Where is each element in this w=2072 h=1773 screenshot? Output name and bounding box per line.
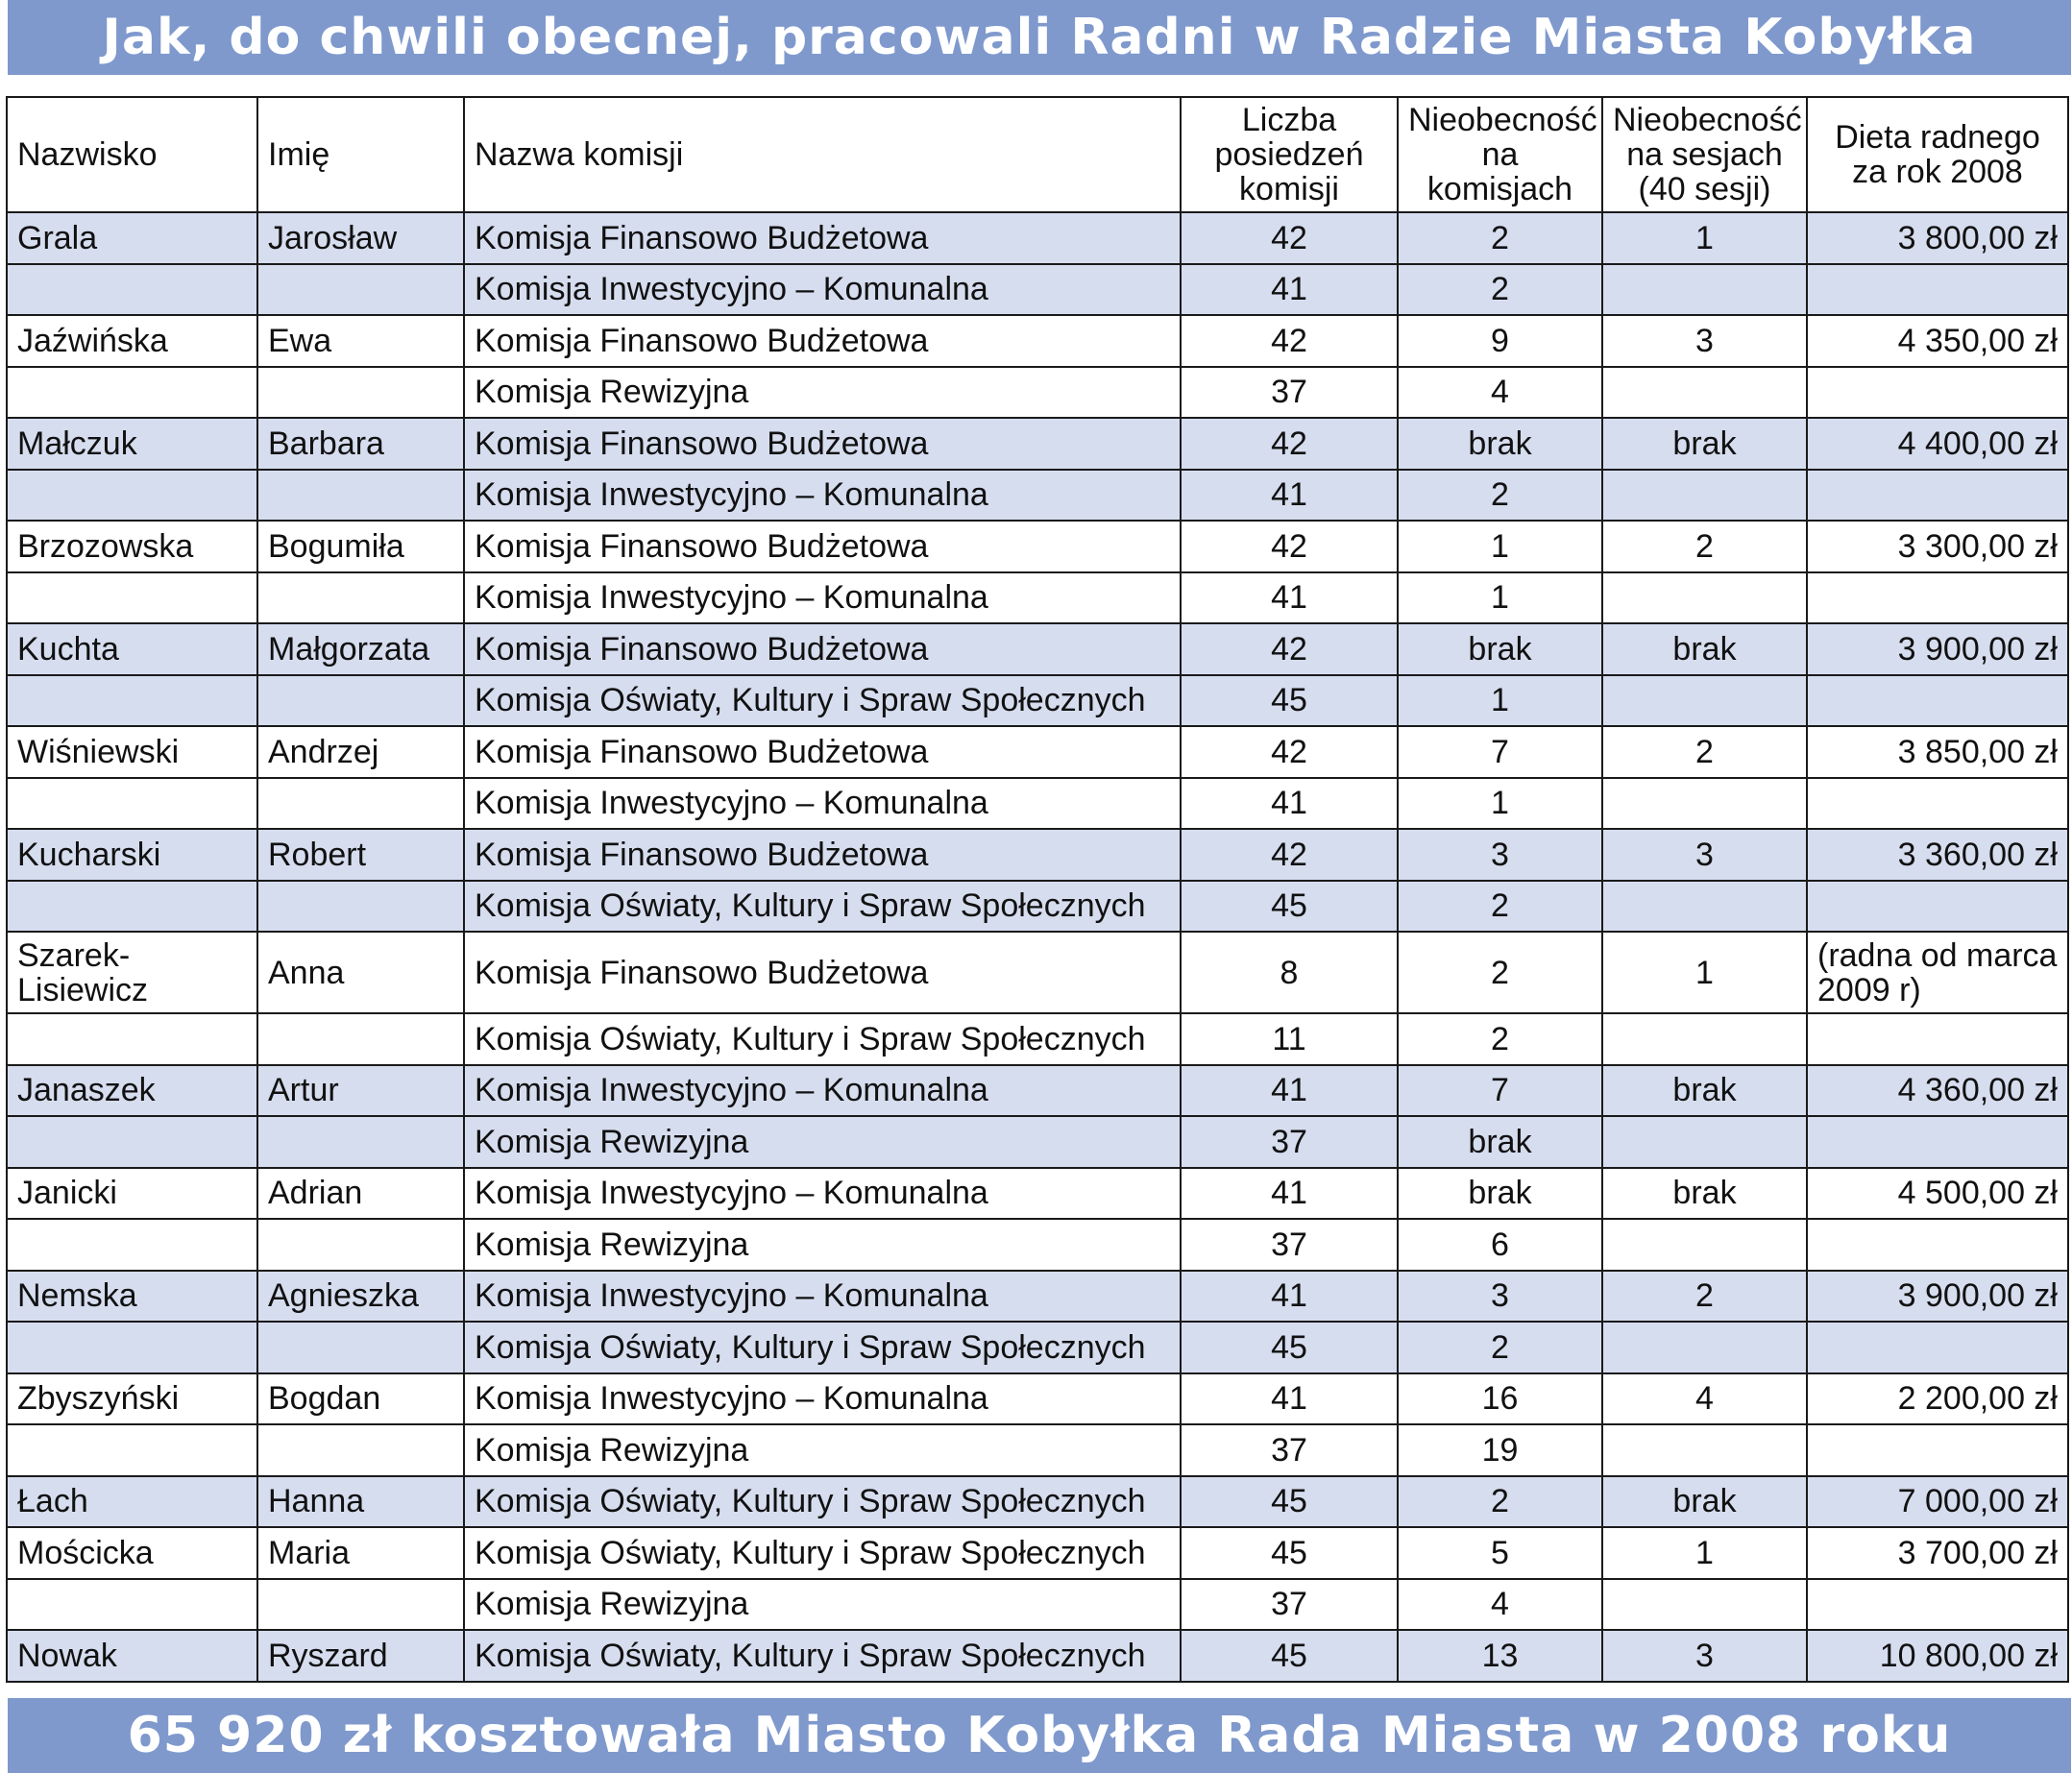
cell-meetings: 45 [1181,1527,1398,1579]
cell-committee: Komisja Finansowo Budżetowa [464,418,1181,470]
cell-committee: Komisja Rewizyjna [464,1219,1181,1271]
table-row [7,1476,2068,1528]
cell-name: Hanna [257,1476,464,1528]
cell-meetings: 42 [1181,212,1398,264]
cell-committee: Komisja Oświaty, Kultury i Spraw Społecznych [464,881,1181,933]
cell-allowance: 2 200,00 zł [1807,1373,2068,1425]
cell-name [257,572,464,624]
cell-absence-committees: brak [1398,418,1602,470]
table-row [7,932,2068,1013]
cell-name [257,470,464,522]
cell-allowance: 4 350,00 zł [1807,315,2068,367]
cell-surname [7,264,257,316]
cell-surname: Kucharski [7,829,257,881]
cell-surname: Zbyszyński [7,1373,257,1425]
cell-committee: Komisja Inwestycyjno – Komunalna [464,1373,1181,1425]
page-title-banner [8,0,2071,75]
cell-meetings: 41 [1181,1271,1398,1323]
cell-name: Artur [257,1065,464,1117]
cell-committee: Komisja Finansowo Budżetowa [464,829,1181,881]
cell-committee: Komisja Inwestycyjno – Komunalna [464,572,1181,624]
cell-meetings: 42 [1181,315,1398,367]
cell-surname [7,1116,257,1168]
cell-surname: Małczuk [7,418,257,470]
cell-committee: Komisja Inwestycyjno – Komunalna [464,470,1181,522]
cell-meetings: 37 [1181,1116,1398,1168]
cell-committee: Komisja Oświaty, Kultury i Spraw Społecznych [464,1630,1181,1682]
cell-name: Adrian [257,1168,464,1220]
council-members-table [6,96,2069,1683]
cell-committee: Komisja Inwestycyjno – Komunalna [464,264,1181,316]
cell-allowance: 10 800,00 zł [1807,1630,2068,1682]
cell-surname [7,1013,257,1065]
cell-committee: Komisja Finansowo Budżetowa [464,726,1181,778]
cell-absence-sessions [1602,1116,1807,1168]
cell-name: Małgorzata [257,623,464,675]
cell-absence-committees: 2 [1398,212,1602,264]
cell-committee: Komisja Finansowo Budżetowa [464,315,1181,367]
cell-meetings: 41 [1181,264,1398,316]
cell-absence-committees: 1 [1398,521,1602,572]
table-row [7,264,2068,316]
cell-meetings: 41 [1181,572,1398,624]
page-title: Jak, do chwili obecnej, pracowali Radni w Radzie Miasta Kobyłka [102,9,1977,66]
table-row [7,1013,2068,1065]
cell-allowance [1807,1013,2068,1065]
table-row [7,1271,2068,1323]
cell-surname [7,675,257,727]
table-row [7,623,2068,675]
header-absence-committees: Nieobecność na komisjach [1398,97,1602,212]
table-row [7,572,2068,624]
cell-allowance: 4 360,00 zł [1807,1065,2068,1117]
cell-name [257,1424,464,1476]
cell-absence-committees: 5 [1398,1527,1602,1579]
cell-committee: Komisja Oświaty, Kultury i Spraw Społecznych [464,1013,1181,1065]
table-row [7,726,2068,778]
cell-name: Agnieszka [257,1271,464,1323]
cell-absence-committees: 16 [1398,1373,1602,1425]
cell-absence-sessions: brak [1602,623,1807,675]
cell-absence-committees: 2 [1398,881,1602,933]
cell-name: Bogdan [257,1373,464,1425]
cell-meetings: 42 [1181,418,1398,470]
cell-absence-committees: 7 [1398,726,1602,778]
cell-committee: Komisja Finansowo Budżetowa [464,212,1181,264]
cell-committee: Komisja Finansowo Budżetowa [464,932,1181,1013]
cell-allowance [1807,675,2068,727]
cell-meetings: 45 [1181,1322,1398,1373]
cell-allowance: 4 500,00 zł [1807,1168,2068,1220]
cell-allowance [1807,572,2068,624]
cell-name: Jarosław [257,212,464,264]
cell-meetings: 37 [1181,1579,1398,1631]
cell-meetings: 41 [1181,1373,1398,1425]
cell-allowance: 3 850,00 zł [1807,726,2068,778]
cell-absence-sessions [1602,1424,1807,1476]
cell-absence-committees: 2 [1398,264,1602,316]
cell-surname: Łach [7,1476,257,1528]
cell-absence-sessions [1602,367,1807,419]
cell-absence-committees: 2 [1398,1322,1602,1373]
table-row [7,1527,2068,1579]
cell-absence-sessions: brak [1602,1168,1807,1220]
table-row [7,1219,2068,1271]
header-meetings: Liczba posiedzeń komisji [1181,97,1398,212]
cell-surname [7,367,257,419]
cell-surname: Grala [7,212,257,264]
cell-meetings: 45 [1181,1476,1398,1528]
cell-meetings: 37 [1181,1424,1398,1476]
table-row [7,315,2068,367]
cell-name [257,367,464,419]
cell-name [257,1219,464,1271]
cell-meetings: 41 [1181,778,1398,830]
cell-absence-committees: 7 [1398,1065,1602,1117]
cell-name [257,1579,464,1631]
cell-surname: Nemska [7,1271,257,1323]
table-row [7,1579,2068,1631]
table-row [7,675,2068,727]
cell-absence-sessions: 3 [1602,829,1807,881]
cell-name: Andrzej [257,726,464,778]
cell-name: Ewa [257,315,464,367]
cell-name [257,1013,464,1065]
cell-committee: Komisja Rewizyjna [464,1424,1181,1476]
cell-committee: Komisja Finansowo Budżetowa [464,521,1181,572]
header-absence-sessions: Nieobecność na sesjach (40 sesji) [1602,97,1807,212]
cell-committee: Komisja Oświaty, Kultury i Spraw Społecznych [464,1527,1181,1579]
cell-allowance [1807,367,2068,419]
cell-name [257,778,464,830]
cell-name: Ryszard [257,1630,464,1682]
cell-committee: Komisja Inwestycyjno – Komunalna [464,778,1181,830]
cell-surname [7,778,257,830]
cell-absence-sessions: 1 [1602,212,1807,264]
cell-absence-sessions: 1 [1602,1527,1807,1579]
cell-absence-sessions [1602,470,1807,522]
cell-absence-committees: brak [1398,1116,1602,1168]
table-row [7,778,2068,830]
table-header-row [7,97,2068,212]
cell-surname: Szarek-Lisiewicz [7,932,257,1013]
cell-absence-committees: 2 [1398,932,1602,1013]
cell-meetings: 41 [1181,1065,1398,1117]
cell-surname: Jaźwińska [7,315,257,367]
cell-absence-committees: 9 [1398,315,1602,367]
cell-committee: Komisja Rewizyjna [464,1116,1181,1168]
cell-committee: Komisja Finansowo Budżetowa [464,623,1181,675]
cell-absence-sessions [1602,675,1807,727]
cell-committee: Komisja Inwestycyjno – Komunalna [464,1065,1181,1117]
cell-meetings: 42 [1181,623,1398,675]
cell-committee: Komisja Oświaty, Kultury i Spraw Społecznych [464,1322,1181,1373]
cell-absence-committees: 1 [1398,778,1602,830]
cell-allowance [1807,264,2068,316]
cell-meetings: 42 [1181,829,1398,881]
cell-allowance [1807,881,2068,933]
cell-absence-sessions [1602,881,1807,933]
table-row [7,1630,2068,1682]
cell-name: Maria [257,1527,464,1579]
cell-name: Anna [257,932,464,1013]
cell-absence-committees: 2 [1398,470,1602,522]
cell-meetings: 41 [1181,470,1398,522]
cell-name [257,1116,464,1168]
cell-committee: Komisja Oświaty, Kultury i Spraw Społecznych [464,675,1181,727]
cell-absence-sessions [1602,1322,1807,1373]
cell-absence-sessions: brak [1602,418,1807,470]
cell-absence-sessions: 3 [1602,1630,1807,1682]
table-row [7,1168,2068,1220]
cell-allowance [1807,1424,2068,1476]
table-row [7,1322,2068,1373]
cell-surname: Janaszek [7,1065,257,1117]
cell-name [257,264,464,316]
cell-absence-sessions [1602,572,1807,624]
cell-surname: Brzozowska [7,521,257,572]
cell-meetings: 42 [1181,726,1398,778]
cell-allowance: 3 700,00 zł [1807,1527,2068,1579]
cell-allowance: 4 400,00 zł [1807,418,2068,470]
table-row [7,829,2068,881]
cell-surname [7,1219,257,1271]
cell-absence-sessions: brak [1602,1476,1807,1528]
header-committee: Nazwa komisji [464,97,1181,212]
cell-absence-sessions [1602,778,1807,830]
table-row [7,212,2068,264]
cell-allowance [1807,1579,2068,1631]
cell-absence-committees: brak [1398,1168,1602,1220]
footer-banner [8,1698,2071,1773]
header-name: Imię [257,97,464,212]
cell-name [257,881,464,933]
cell-absence-committees: 2 [1398,1013,1602,1065]
cell-allowance: 3 900,00 zł [1807,1271,2068,1323]
cell-absence-committees: 13 [1398,1630,1602,1682]
cell-meetings: 37 [1181,367,1398,419]
cell-committee: Komisja Inwestycyjno – Komunalna [464,1168,1181,1220]
cell-meetings: 42 [1181,521,1398,572]
table-row [7,1116,2068,1168]
cell-allowance: 3 900,00 zł [1807,623,2068,675]
cell-absence-committees: 6 [1398,1219,1602,1271]
cell-allowance [1807,1219,2068,1271]
table-row [7,521,2068,572]
cell-meetings: 45 [1181,881,1398,933]
cell-surname [7,572,257,624]
footer-summary: 65 920 zł kosztowała Miasto Kobyłka Rada Miasta w 2008 roku [127,1707,1952,1764]
cell-name [257,1322,464,1373]
cell-allowance: 7 000,00 zł [1807,1476,2068,1528]
cell-surname: Mościcka [7,1527,257,1579]
table-row [7,470,2068,522]
cell-absence-sessions: 2 [1602,1271,1807,1323]
cell-meetings: 45 [1181,675,1398,727]
cell-absence-sessions: 3 [1602,315,1807,367]
cell-absence-committees: 3 [1398,829,1602,881]
cell-surname [7,470,257,522]
cell-name: Barbara [257,418,464,470]
cell-absence-committees: 3 [1398,1271,1602,1323]
cell-absence-sessions [1602,264,1807,316]
cell-committee: Komisja Rewizyjna [464,1579,1181,1631]
cell-name [257,675,464,727]
cell-meetings: 11 [1181,1013,1398,1065]
cell-allowance: 3 800,00 zł [1807,212,2068,264]
cell-absence-sessions [1602,1579,1807,1631]
cell-absence-committees: 4 [1398,367,1602,419]
cell-absence-sessions [1602,1219,1807,1271]
table-row [7,1373,2068,1425]
cell-absence-sessions: 1 [1602,932,1807,1013]
cell-surname: Nowak [7,1630,257,1682]
cell-surname: Janicki [7,1168,257,1220]
cell-surname [7,1579,257,1631]
cell-committee: Komisja Oświaty, Kultury i Spraw Społecznych [464,1476,1181,1528]
cell-surname [7,1424,257,1476]
cell-allowance [1807,470,2068,522]
table-row [7,1424,2068,1476]
cell-absence-committees: 4 [1398,1579,1602,1631]
cell-name: Robert [257,829,464,881]
cell-surname [7,1322,257,1373]
cell-allowance [1807,1116,2068,1168]
cell-allowance: (radna od marca 2009 r) [1807,932,2068,1013]
cell-absence-committees: brak [1398,623,1602,675]
cell-absence-sessions: 4 [1602,1373,1807,1425]
cell-surname [7,881,257,933]
cell-surname: Kuchta [7,623,257,675]
cell-meetings: 8 [1181,932,1398,1013]
cell-committee: Komisja Rewizyjna [464,367,1181,419]
cell-absence-committees: 1 [1398,572,1602,624]
cell-surname: Wiśniewski [7,726,257,778]
table-row [7,367,2068,419]
cell-absence-sessions [1602,1013,1807,1065]
header-surname: Nazwisko [7,97,257,212]
table-row [7,418,2068,470]
cell-meetings: 41 [1181,1168,1398,1220]
cell-allowance [1807,778,2068,830]
cell-absence-committees: 19 [1398,1424,1602,1476]
table-body [7,212,2068,1682]
cell-name: Bogumiła [257,521,464,572]
cell-allowance: 3 300,00 zł [1807,521,2068,572]
cell-allowance [1807,1322,2068,1373]
cell-absence-committees: 2 [1398,1476,1602,1528]
cell-absence-sessions: 2 [1602,521,1807,572]
cell-meetings: 37 [1181,1219,1398,1271]
cell-meetings: 45 [1181,1630,1398,1682]
header-allowance: Dieta radnego za rok 2008 [1807,97,2068,212]
table-row [7,881,2068,933]
cell-absence-sessions: brak [1602,1065,1807,1117]
cell-absence-committees: 1 [1398,675,1602,727]
cell-committee: Komisja Inwestycyjno – Komunalna [464,1271,1181,1323]
cell-absence-sessions: 2 [1602,726,1807,778]
cell-allowance: 3 360,00 zł [1807,829,2068,881]
table-row [7,1065,2068,1117]
